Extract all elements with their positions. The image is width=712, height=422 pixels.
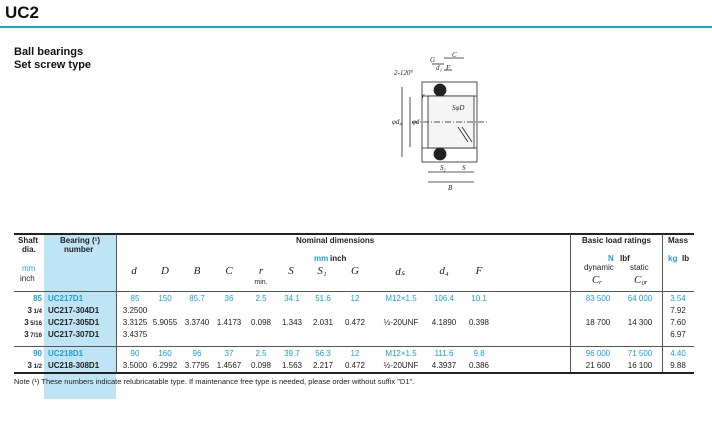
cell-D: 150 xyxy=(158,294,172,303)
cell-d: 3.5000 xyxy=(122,361,148,370)
row-shaft: 90 xyxy=(33,349,42,358)
header-inch2: inch xyxy=(330,254,347,263)
col-d: d xyxy=(131,265,137,277)
cell-mass: 9.88 xyxy=(670,361,686,370)
header-mm2: mm xyxy=(314,254,329,263)
header-cr: Cᵣ xyxy=(592,274,603,286)
cell-D: 5.9055 xyxy=(152,318,178,327)
footnote: Note (¹) These numbers indicate relubricatable type. If maintenance free type is needed, please order without suffix "D1". xyxy=(14,377,415,386)
cell-S: 1.563 xyxy=(281,361,303,370)
header-nominal: Nominal dimensions xyxy=(296,236,375,245)
row-shaft: 85 xyxy=(33,294,42,303)
header-load: Basic load ratings xyxy=(582,236,651,245)
label-C: C xyxy=(452,52,457,59)
cell-d4: 4.3937 xyxy=(431,361,457,370)
row-shaft: 3 1/2 xyxy=(27,361,42,370)
subtitle-ball-bearings: Ball bearings xyxy=(14,46,84,58)
header-lb: lb xyxy=(682,254,690,263)
header-static: static xyxy=(630,263,649,272)
bearing-column-bg xyxy=(44,234,116,399)
col-d4: d₄ xyxy=(439,265,449,277)
header-kg: kg xyxy=(668,254,678,263)
cell-mass: 3.54 xyxy=(670,294,686,303)
row-bearing-number: UC217D1 xyxy=(48,294,84,303)
label-d: φd xyxy=(412,118,420,126)
subtitle-set-screw: Set screw type xyxy=(14,59,92,71)
cell-d: 90 xyxy=(130,349,140,358)
row-bearing-number: UC218-308D1 xyxy=(48,361,100,370)
row-bearing-number: UC217-304D1 xyxy=(48,306,100,315)
header-dia: dia. xyxy=(22,245,36,254)
col-divider-1 xyxy=(116,234,117,372)
cell-S: 39.7 xyxy=(284,349,300,358)
cell-F: 0.398 xyxy=(468,318,490,327)
cell-G: 0.472 xyxy=(344,361,366,370)
row-shaft: 3 1/4 xyxy=(27,306,42,315)
row-shaft: 3 7/16 xyxy=(24,330,42,339)
cell-C: 37 xyxy=(224,349,234,358)
cell-mass: 7.60 xyxy=(670,318,686,327)
row-shaft-frac: 1/4 xyxy=(31,309,42,315)
row-bearing-number: UC217-307D1 xyxy=(48,330,100,339)
cell-r: 2.5 xyxy=(255,349,267,358)
cell-S1: 56.3 xyxy=(315,349,331,358)
header-cor: C₀ᵣ xyxy=(634,274,648,286)
row-shaft: 3 5/16 xyxy=(24,318,42,327)
label-S: S xyxy=(462,164,466,172)
cell-G: 0.472 xyxy=(344,318,366,327)
header-load-lbf: lbf xyxy=(620,254,630,263)
cell-mass: 4.40 xyxy=(670,349,686,358)
cell-D: 160 xyxy=(158,349,172,358)
cell-G: 12 xyxy=(350,349,360,358)
label-S0D: SφD xyxy=(452,104,465,112)
label-S1: S₁ xyxy=(440,164,446,172)
cell-mass: 6.97 xyxy=(670,330,686,339)
cell-d: 85 xyxy=(130,294,140,303)
cell-S1: 51.6 xyxy=(315,294,331,303)
cell-d4: 106.4 xyxy=(433,294,455,303)
cell-r: 0.098 xyxy=(250,361,272,370)
cell-ds: M12×1.5 xyxy=(385,294,417,303)
label-r: r xyxy=(422,92,425,100)
table-bottom-rule xyxy=(14,372,694,374)
row-shaft-frac: 7/16 xyxy=(28,333,42,339)
header-dynamic: dynamic xyxy=(584,263,614,272)
cell-S1: 2.031 xyxy=(312,318,334,327)
row-bearing-number: UC217-305D1 xyxy=(48,318,100,327)
col-F: F xyxy=(475,265,483,277)
label-d4: φd₄ xyxy=(392,118,402,126)
col-ds: dₛ xyxy=(395,266,405,278)
cell-F: 0.386 xyxy=(468,361,490,370)
col-divider-3 xyxy=(662,234,663,372)
col-C: C xyxy=(225,265,233,277)
bearing-diagram xyxy=(392,52,492,192)
cell-B: 3.3740 xyxy=(184,318,210,327)
cell-D: 6.2992 xyxy=(152,361,178,370)
col-divider-2 xyxy=(570,234,571,372)
cell-C: 36 xyxy=(224,294,234,303)
cell-r: 2.5 xyxy=(255,294,267,303)
header-number: number xyxy=(64,245,94,254)
header-inch: inch xyxy=(20,274,35,283)
cell-C: 1.4567 xyxy=(216,361,242,370)
header-shaft: Shaft xyxy=(18,236,38,245)
cell-cor: 64 000 xyxy=(627,294,653,303)
col-D: D xyxy=(161,265,169,277)
row-shaft-frac: 1/2 xyxy=(31,364,42,370)
cell-d: 3.2500 xyxy=(122,306,148,315)
cell-S1: 2.217 xyxy=(312,361,334,370)
cell-ds: ½-20UNF xyxy=(383,318,419,327)
cell-ds: ½-20UNF xyxy=(383,361,419,370)
cell-r: 0.098 xyxy=(250,318,272,327)
cell-S: 1.343 xyxy=(281,318,303,327)
label-F: F xyxy=(446,64,451,72)
label-d1: d₁ xyxy=(436,64,442,72)
cell-S: 34.1 xyxy=(284,294,300,303)
cell-F: 9.8 xyxy=(473,349,485,358)
row-bearing-number: UC218D1 xyxy=(48,349,84,358)
cell-cor: 14 300 xyxy=(627,318,653,327)
label-G: G xyxy=(430,56,436,64)
cell-cor: 71 500 xyxy=(627,349,653,358)
cell-cr: 96 000 xyxy=(585,349,611,358)
col-B: B xyxy=(193,265,201,277)
page-title: UC2 xyxy=(5,3,40,22)
cell-C: 1.4173 xyxy=(216,318,242,327)
cell-d4: 111.6 xyxy=(434,349,454,358)
col-S1: S₁ xyxy=(317,265,327,277)
cell-mass: 7.92 xyxy=(670,306,686,315)
header-load-n: N xyxy=(608,254,614,263)
cell-B: 3.7795 xyxy=(184,361,210,370)
col-min: min. xyxy=(254,279,268,286)
cell-B: 96 xyxy=(192,349,202,358)
cell-d: 3.3125 xyxy=(122,318,148,327)
cell-G: 12 xyxy=(350,294,360,303)
cell-cr: 21 600 xyxy=(585,361,611,370)
cell-cor: 16 100 xyxy=(627,361,653,370)
cell-B: 85.7 xyxy=(189,294,205,303)
col-S: S xyxy=(288,265,294,277)
cell-ds: M12×1.5 xyxy=(385,349,417,358)
cell-cr: 18 700 xyxy=(585,318,611,327)
row-shaft-frac: 5/16 xyxy=(28,321,42,327)
col-G: G xyxy=(351,265,359,277)
header-mm: mm xyxy=(22,264,36,273)
label-B: B xyxy=(448,184,453,192)
cell-F: 10.1 xyxy=(471,294,487,303)
label-120: 2-120° xyxy=(394,69,414,77)
title-rule xyxy=(0,26,712,28)
header-mass: Mass xyxy=(668,236,689,245)
cell-d4: 4.1890 xyxy=(431,318,457,327)
cell-cr: 83 500 xyxy=(585,294,611,303)
header-bearing: Bearing (¹) xyxy=(60,236,100,245)
col-r: r xyxy=(258,265,264,277)
cell-d: 3.4375 xyxy=(122,330,148,339)
